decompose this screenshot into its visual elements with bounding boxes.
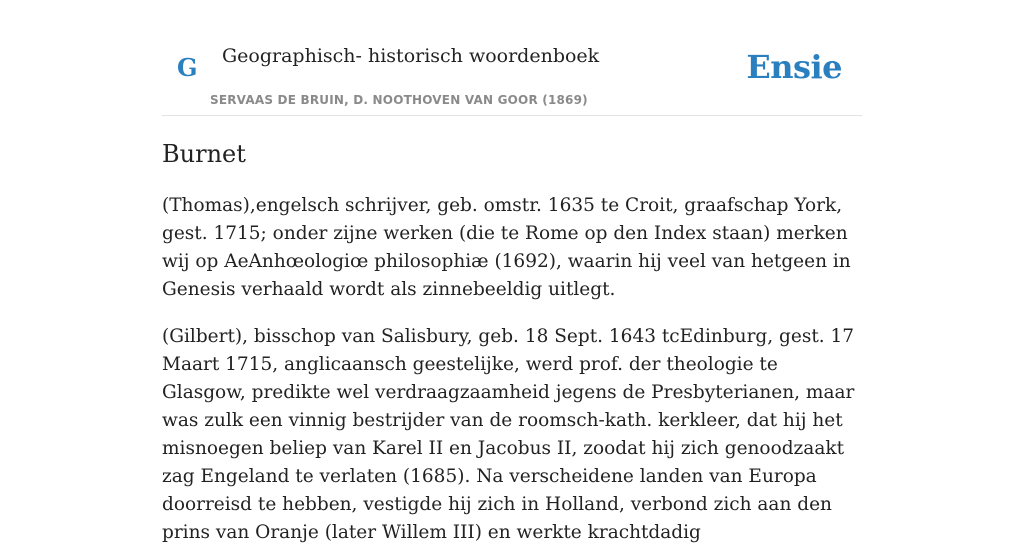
entry-paragraph-thomas: (Thomas),engelsch schrijver, geb. omstr. 1635 te Croit, graafschap York, gest. 1715; onder zijne werken (die te Rome op den Index staan) merken wij op AeAnhœologiœ philosophiæ (1692), waarin hij veel van hetgeen in Genesis verhaald wordt als zinnebeeldig uitlegt. xyxy=(162,195,851,300)
book-author: SERVAAS DE BRUIN, D. NOOTHOVEN VAN GOOR (1869) xyxy=(210,93,588,107)
page xyxy=(162,0,862,547)
entry-paragraph-gilbert: (Gilbert), bisschop van Salisbury, geb. 18 Sept. 1643 tcEdinburg, gest. 17 Maart 1715, anglicaansch geestelijke, werd prof. der theologie te Glasgow, predikte wel verdraagzaamheid jegens de Presbyterianen, maar was zulk een vinnig bestrijder van de roomsch-kath. kerkleer, dat hij het misnoegen beliep van Karel II en Jacobus II, zoodat hij zich genoodzaakt zag Engeland te verlaten (1685). Na verscheidene landen van Europa doorreisd te hebben, vestigde hij zich in Holland, verbond zich aan den prins van Oranje (later Willem III) en werkte krachtdadig xyxy=(162,326,855,543)
book-title[interactable]: Geographisch- historisch woordenboek xyxy=(222,45,600,67)
ensie-logo-link[interactable]: Ensie xyxy=(746,48,842,86)
header xyxy=(162,0,862,116)
entry-title: Burnet xyxy=(162,140,246,168)
book-logo-icon[interactable]: G xyxy=(177,53,198,82)
